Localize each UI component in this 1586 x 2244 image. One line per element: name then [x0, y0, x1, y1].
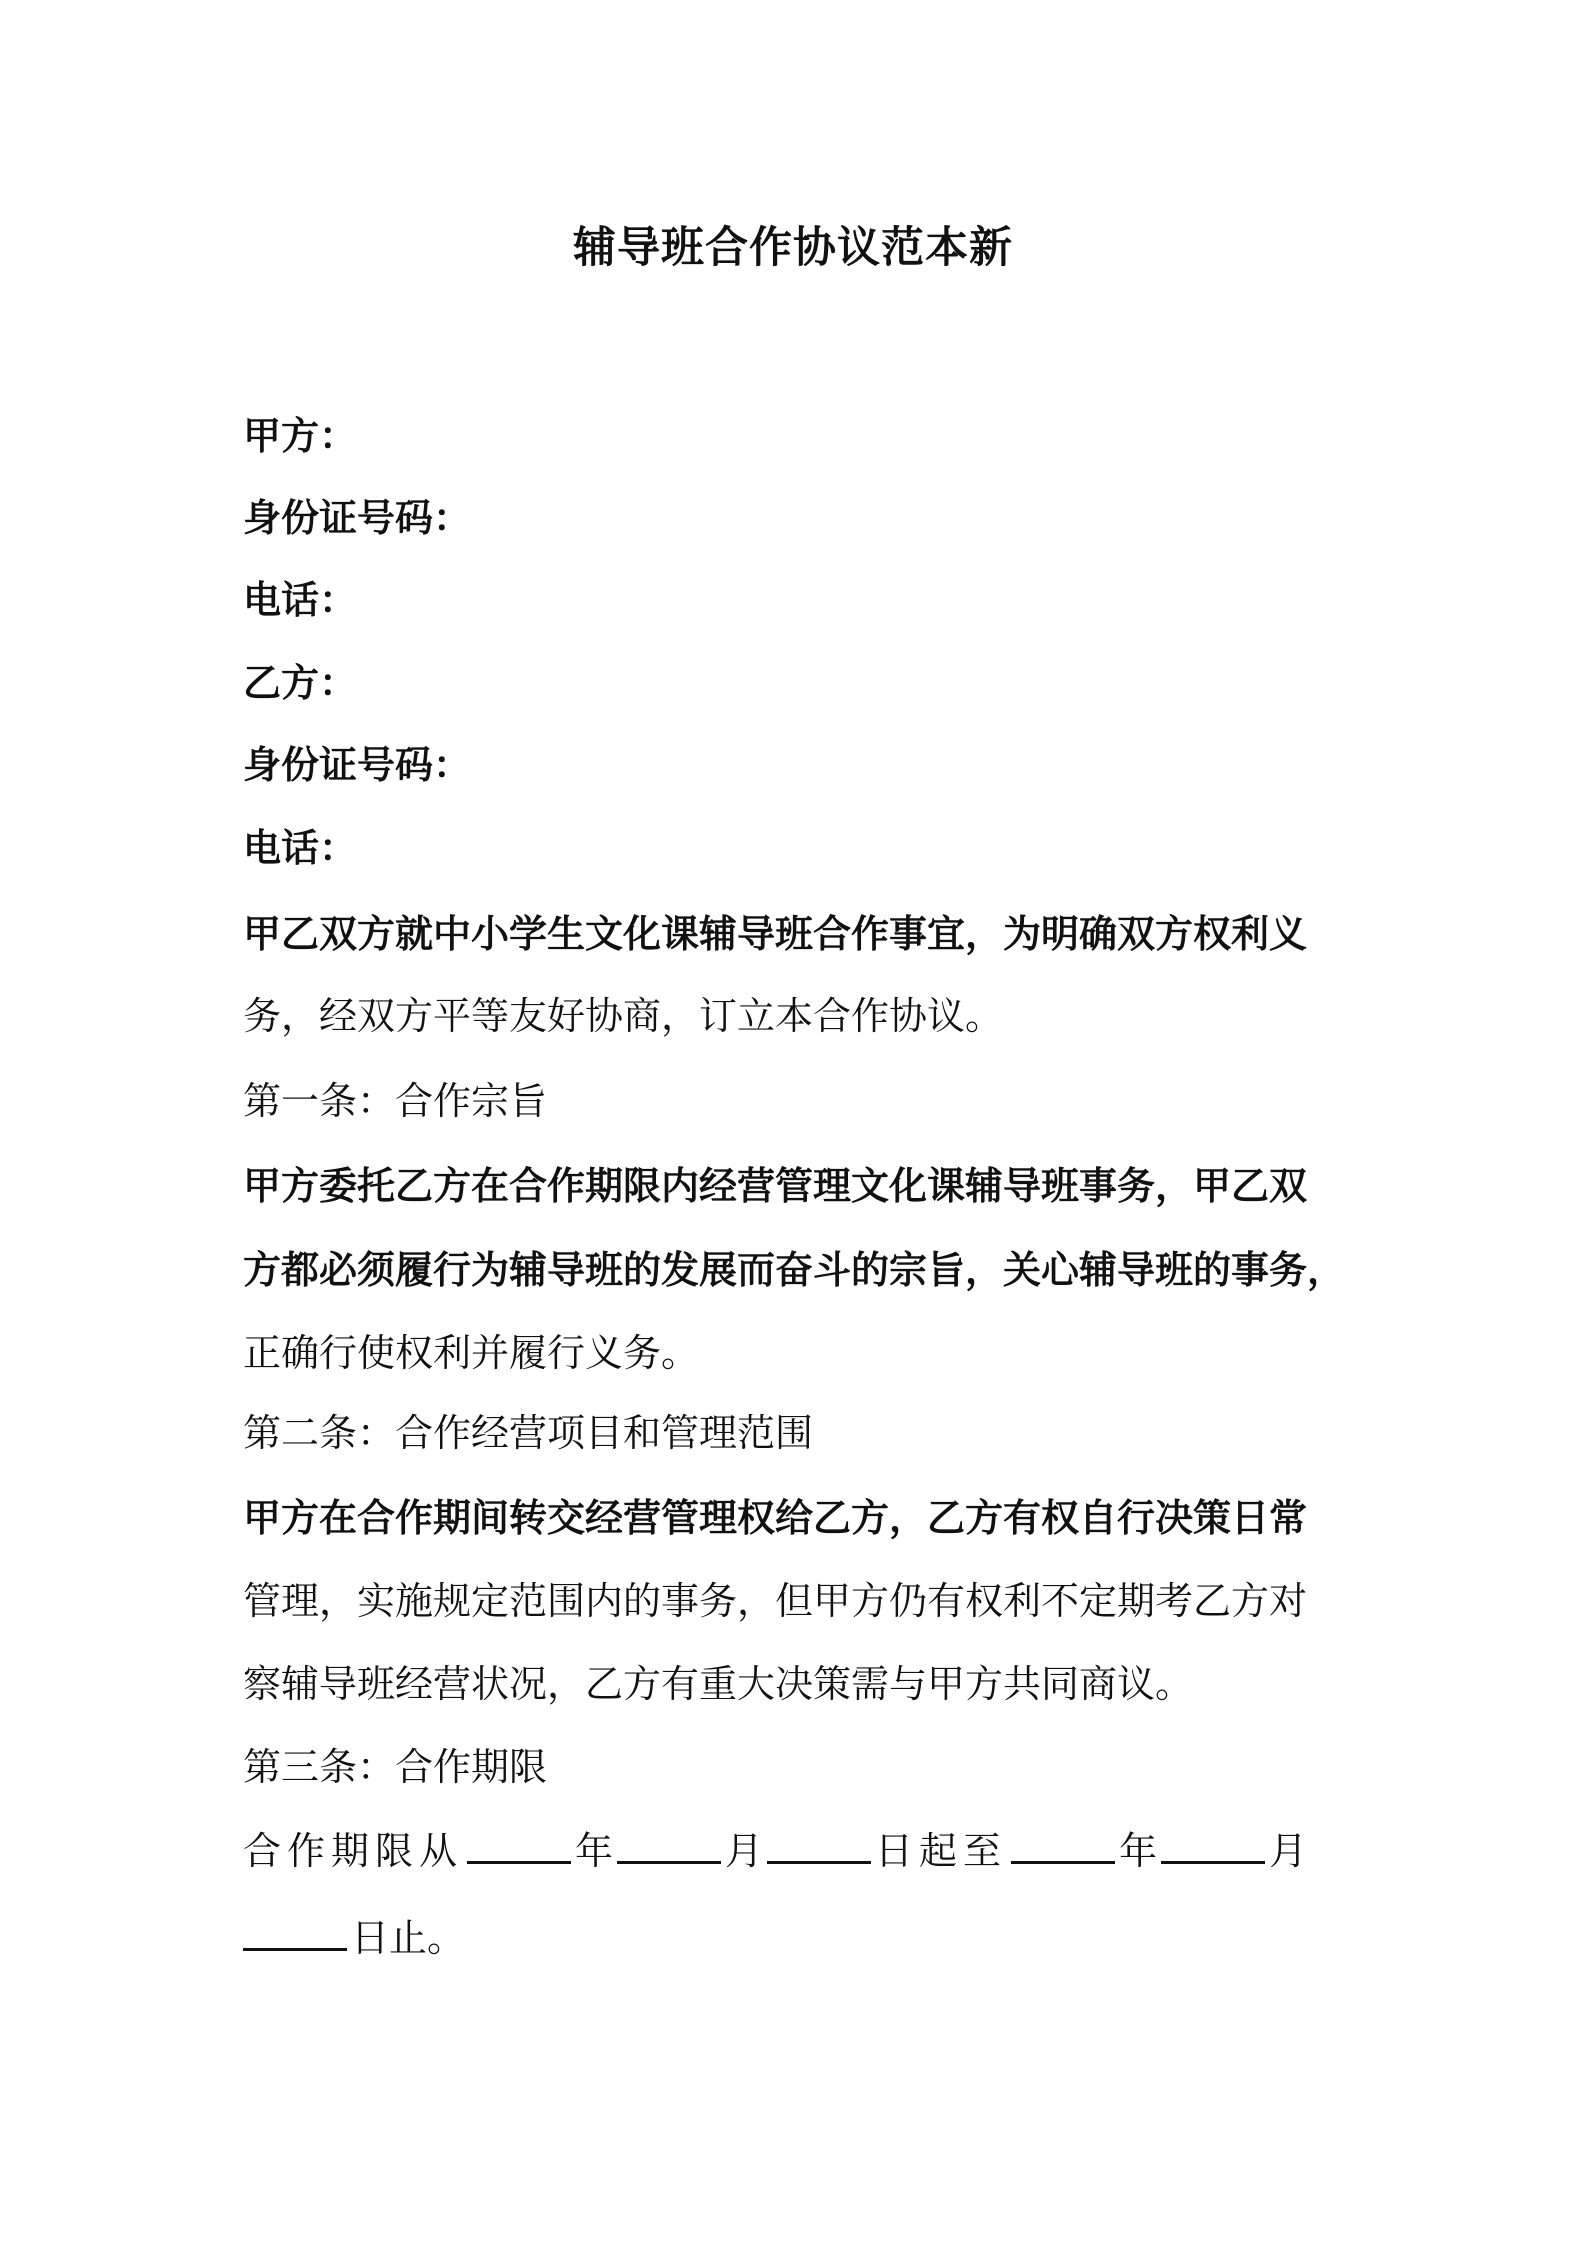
start-year-label: 年: [575, 1829, 614, 1873]
article-1-line-1: 甲方委托乙方在合作期限内经营管理文化课辅导班事务，甲乙双: [243, 1164, 1308, 1208]
preamble-line-1: 甲乙双方就中小学生文化课辅导班合作事宜，为明确双方权利义: [243, 912, 1308, 956]
article-3-term-line-1: [243, 1823, 1383, 1879]
party-b-id-label: 身份证号码：: [243, 743, 472, 787]
end-month-blank: [1161, 1831, 1265, 1864]
end-day-label: 日止。: [351, 1916, 466, 1960]
article-3-term-line-2: [243, 1910, 1383, 1966]
term-prefix: 合作期限从: [243, 1829, 464, 1873]
document-title: 辅导班合作协议范本新: [573, 223, 1013, 273]
article-3-heading: 第三条：合作期限: [243, 1745, 548, 1789]
end-year-label: 年: [1119, 1829, 1158, 1873]
end-year-blank: [1011, 1831, 1115, 1864]
party-a-label: 甲方：: [243, 414, 358, 458]
article-1-line-2: 方都必须履行为辅导班的发展而奋斗的宗旨，关心辅导班的事务，: [243, 1248, 1346, 1292]
article-1-heading: 第一条：合作宗旨: [243, 1079, 548, 1123]
start-day-blank: [767, 1831, 871, 1864]
article-2-heading: 第二条：合作经营项目和管理范围: [243, 1411, 814, 1455]
start-month-label: 月: [725, 1829, 764, 1873]
start-month-blank: [617, 1831, 721, 1864]
start-year-blank: [467, 1831, 571, 1864]
preamble-line-2: 务，经双方平等友好协商，订立本合作协议。: [243, 994, 1004, 1038]
start-day-label: 日起至: [875, 1829, 1008, 1873]
party-b-label: 乙方：: [243, 661, 358, 705]
party-b-phone-label: 电话：: [243, 826, 358, 870]
article-2-line-3: 察辅导班经营状况，乙方有重大决策需与甲方共同商议。: [243, 1662, 1194, 1706]
party-a-phone-label: 电话：: [243, 578, 358, 622]
article-1-line-3: 正确行使权利并履行义务。: [243, 1331, 700, 1375]
party-a-id-label: 身份证号码：: [243, 496, 472, 540]
end-month-label: 月: [1269, 1829, 1308, 1873]
article-2-line-2: 管理，实施规定范围内的事务，但甲方仍有权利不定期考乙方对: [243, 1579, 1308, 1623]
article-2-line-1: 甲方在合作期间转交经营管理权给乙方，乙方有权自行决策日常: [243, 1496, 1308, 1540]
end-day-blank: [243, 1918, 347, 1951]
